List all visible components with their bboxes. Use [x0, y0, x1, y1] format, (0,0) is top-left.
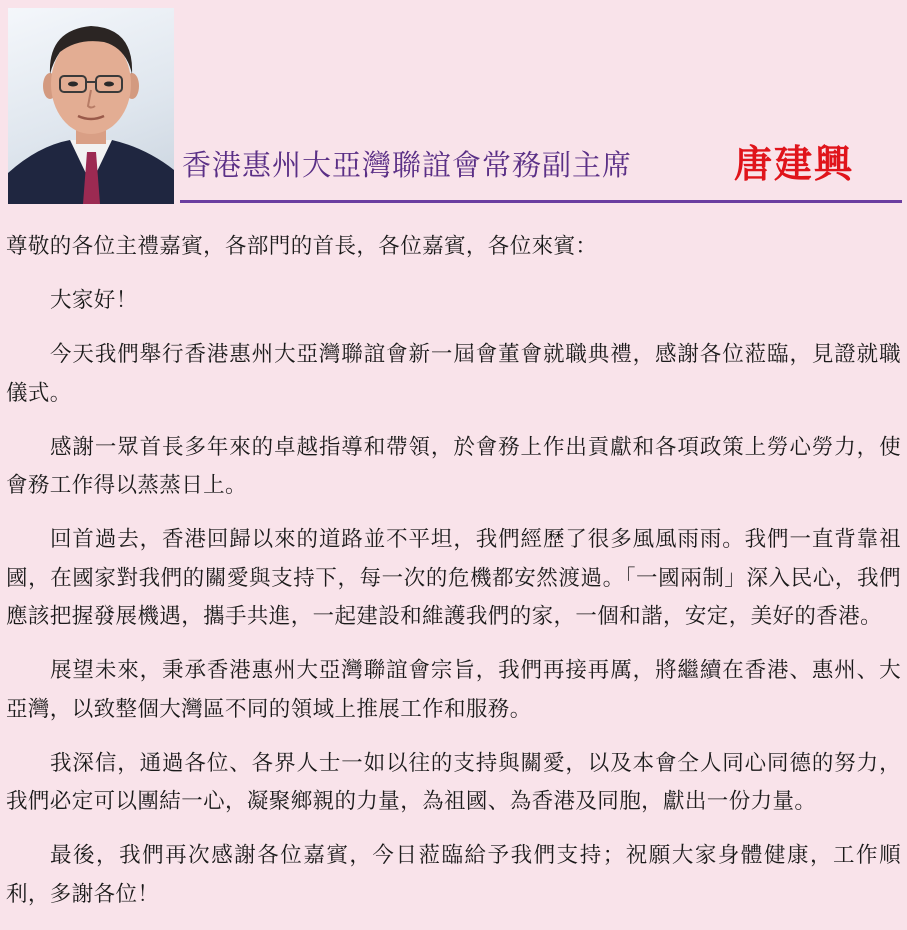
speech-paragraph: 感謝一眾首長多年來的卓越指導和帶領，於會務上作出貢獻和各項政策上勞心勞力，使會務工作得以蒸蒸日上。	[6, 434, 901, 498]
speech-paragraph: 展望未來，秉承香港惠州大亞灣聯誼會宗旨，我們再接再厲，將繼續在香港、惠州、大亞灣，以致整個大灣區不同的領域上推展工作和服務。	[6, 658, 901, 722]
speaker-name: 唐建興	[734, 141, 855, 186]
salutation: 尊敬的各位主禮嘉賓，各部門的首長，各位嘉賓，各位來賓：	[6, 234, 598, 259]
speech-paragraph: 大家好！	[50, 288, 138, 313]
header-divider	[180, 200, 902, 203]
header	[182, 138, 902, 190]
speaker-title: 香港惠州大亞灣聯誼會常務副主席	[182, 148, 633, 182]
speech-paragraph: 我深信，通過各位、各界人士一如以往的支持與關愛，以及本會仝人同心同德的努力，我們必定可以團結一心，凝聚鄉親的力量，為祖國、為香港及同胞，獻出一份力量。	[6, 750, 901, 814]
speech-paragraph: 今天我們舉行香港惠州大亞灣聯誼會新一屆會董會就職典禮，感謝各位蒞臨，見證就職儀式。	[6, 342, 901, 406]
portrait-illustration	[8, 8, 174, 204]
portrait-photo	[8, 8, 174, 204]
speech-body	[6, 228, 901, 930]
speech-paragraph: 最後，我們再次感謝各位嘉賓，今日蒞臨給予我們支持；祝願大家身體健康，工作順利，多謝各位！	[6, 843, 901, 907]
speech-paragraph: 回首過去，香港回歸以來的道路並不平坦，我們經歷了很多風風雨雨。我們一直背靠祖國，在國家對我們的關愛與支持下，每一次的危機都安然渡過。「一國兩制」深入民心，我們應該把握發展機遇，攜手共進，一起建設和維護我們的家，一個和諧，安定，美好的香港。	[6, 527, 901, 629]
